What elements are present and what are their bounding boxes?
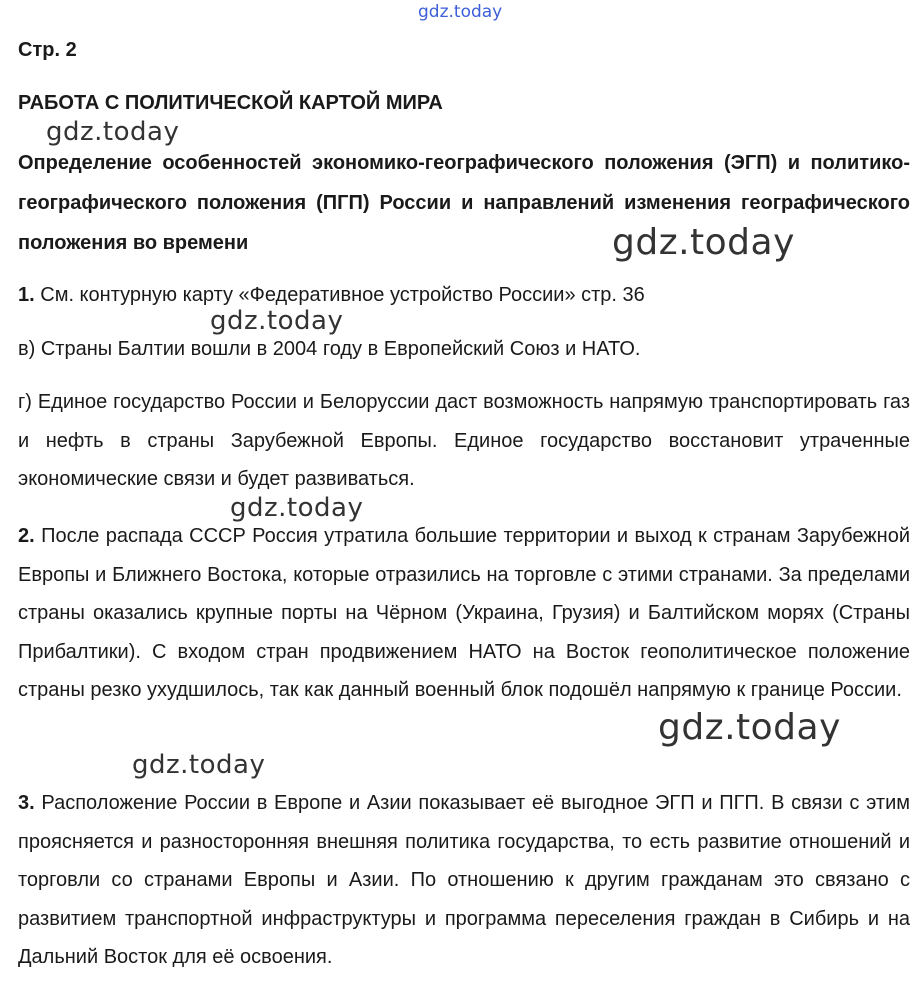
answer-1-v [18, 330, 910, 369]
top-watermark: gdz.today [418, 2, 503, 22]
page-title: РАБОТА С ПОЛИТИЧЕСКОЙ КАРТОЙ МИРА [18, 92, 443, 114]
watermark-4: gdz.today [230, 493, 364, 523]
answer-2-text: После распада СССР Россия утратила большие территории и выход к странам Зарубежной Европы и Ближнего Востока, которые отразились на торговле с этими странами. За пределами страны оказались крупные порты на Чёрном (Украина, Грузия) и Балтийском морях (Страны Прибалтики). С входом стран продвижением НАТО на Восток геополитическое положение страны резко ухудшилось, так как данный военный блок подошёл напрямую к границе России. [18, 525, 911, 701]
answer-3 [18, 784, 910, 977]
answer-1-text: См. контурную карту «Федеративное устройство России» стр. 36 [40, 284, 645, 306]
answer-3-number: 3. [18, 792, 35, 814]
answer-2 [18, 517, 910, 710]
answer-2-number: 2. [18, 525, 35, 547]
answer-1-number: 1. [18, 284, 35, 306]
watermark-5: gdz.today [658, 707, 841, 748]
answer-1-g-text: г) Единое государство России и Белоруссии даст возможность напрямую транспортировать газ и нефть в страны Зарубежной Европы. Единое государство восстановит утраченные экономические связи и будет развиваться. [18, 391, 910, 490]
answer-1 [18, 276, 910, 315]
answer-1-g [18, 383, 910, 499]
answer-1-v-text: в) Страны Балтии вошли в 2004 году в Европейский Союз и НАТО. [18, 338, 641, 360]
watermark-2: gdz.today [612, 222, 795, 263]
answer-3-text: Расположение России в Европе и Азии показывает её выгодное ЭГП и ПГП. В связи с этим проясняется и разносторонняя внешняя политика государства, то есть развитие отношений и торговли со странами Европы и Азии. По отношению к другим гражданам это связано с развитием транспортной инфраструктуры и программа переселения граждан в Сибирь и на Дальний Восток для её освоения. [18, 792, 910, 968]
watermark-3: gdz.today [210, 306, 344, 336]
watermark-6: gdz.today [132, 750, 266, 780]
watermark-1: gdz.today [46, 117, 180, 147]
page-number: Стр. 2 [18, 39, 77, 61]
section-subheading: Определение особенностей экономико-географического положения (ЭГП) и политико-географического положения (ПГП) России и направлений изменения географического положения во времени [18, 152, 910, 254]
